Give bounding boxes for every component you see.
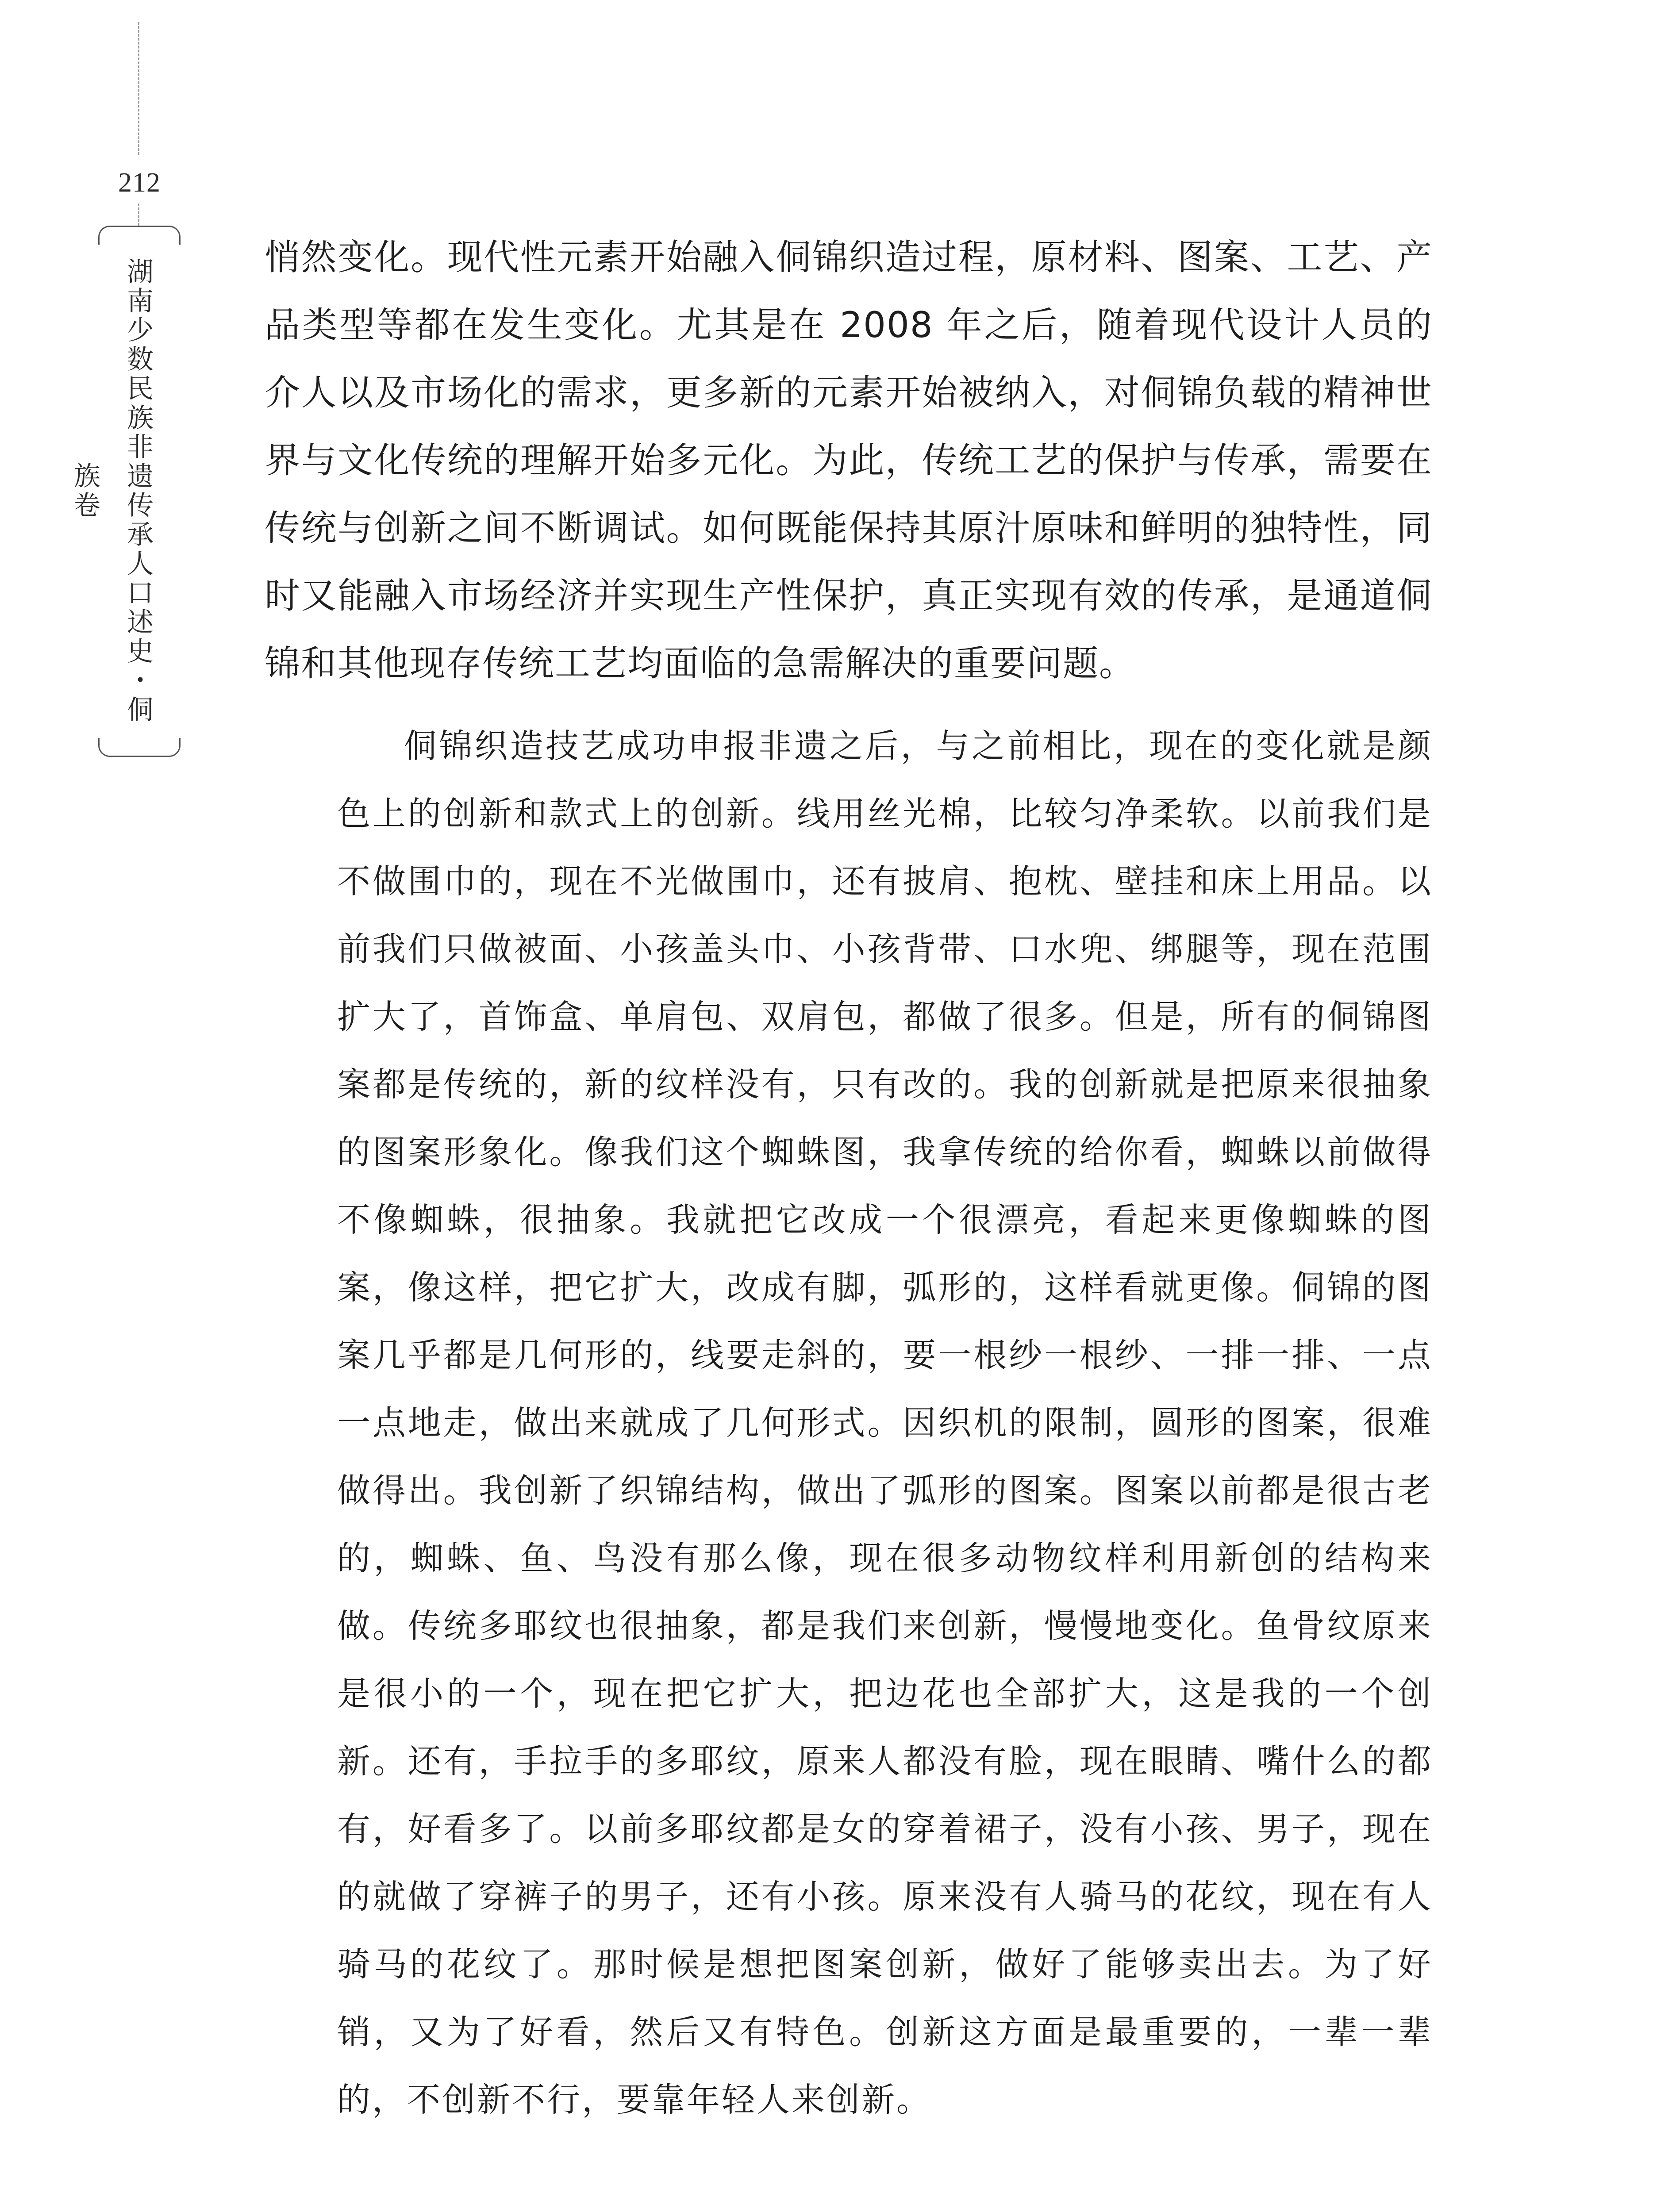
margin-dashed-rule-top [138,22,139,155]
running-title: 湖南少数民族非遗传承人口述史・侗族卷 [69,257,154,725]
margin-dashed-rule-middle [138,204,139,226]
oral-history-quote: 侗锦织造技艺成功申报非遗之后，与之前相比，现在的变化就是颜色上的创新和款式上的创新。线用丝光棉，比较匀净柔软。以前我们是不做围巾的，现在不光做围巾，还有披肩、抱枕、壁挂和床上用品。以前我们只做被面、小孩盖头巾、小孩背带、口水兜、绑腿等，现在范围扩大了，首饰盒、单肩包、双肩包，都做了很多。但是，所有的侗锦图案都是传统的，新的纹样没有，只有改的。我的创新就是把原来很抽象的图案形象化。像我们这个蜘蛛图，我拿传统的给你看，蜘蛛以前做得不像蜘蛛，很抽象。我就把它改成一个很漂亮，看起来更像蜘蛛的图案，像这样，把它扩大，改成有脚，弧形的，这样看就更像。侗锦的图案几乎都是几何形的，线要走斜的，要一根纱一根纱、一排一排、一点一点地走，做出来就成了几何形式。因织机的限制，圆形的图案，很难做得出。我创新了织锦结构，做出了弧形的图案。图案以前都是很古老的，蜘蛛、鱼、鸟没有那么像，现在很多动物纹样利用新创的结构来做。传统多耶纹也很抽象，都是我们来创新，慢慢地变化。鱼骨纹原来是很小的一个，现在把它扩大，把边花也全部扩大，这是我的一个创新。还有，手拉手的多耶纹，原来人都没有脸，现在眼睛、嘴什么的都有，好看多了。以前多耶纹都是女的穿着裙子，没有小孩、男子，现在的就做了穿裤子的男子，还有小孩。原来没有人骑马的花纹，现在有人骑马的花纹了。那时候是想把图案创新，做好了能够卖出去。为了好销，又为了好看，然后又有特色。创新这方面是最重要的，一辈一辈的，不创新不行，要靠年轻人来创新。 [337,726,1433,2119]
page-number: 212 [118,168,161,198]
running-title-bracket-bottom [98,738,181,757]
body-paragraph: 悄然变化。现代性元素开始融入侗锦织造过程，原材料、图案、工艺、产品类型等都在发生变化。尤其是在 2008 年之后，随着现代设计人员的介人以及市场化的需求，更多新的元素开始被纳入，对侗锦负载的精神世界与文化传统的理解开始多元化。为此，传统工艺的保护与传承，需要在传统与创新之间不断调试。如何既能保持其原汁原味和鲜明的独特性，同时又能融入市场经济并实现生产性保护，真正实现有效的传承，是通道侗锦和其他现存传统工艺均面临的急需解决的重要问题。 [265,237,1433,684]
running-title-bracket-top [98,226,181,245]
